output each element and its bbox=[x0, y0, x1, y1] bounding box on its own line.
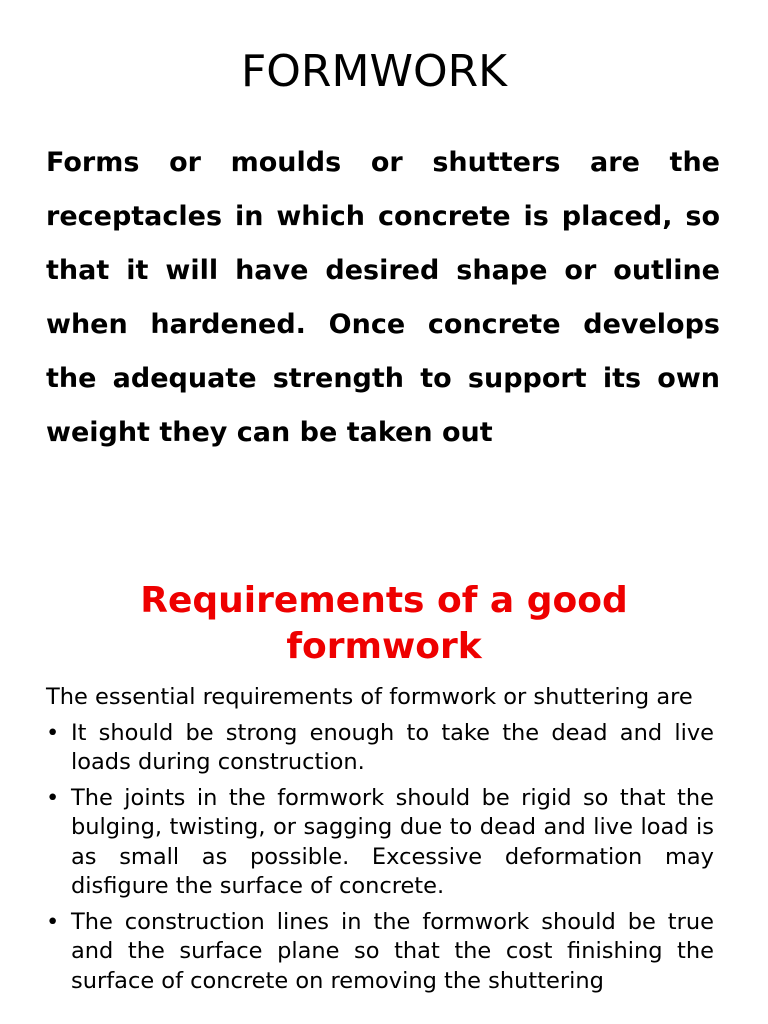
section-heading-line-2: formwork bbox=[286, 626, 482, 667]
requirements-list bbox=[46, 683, 714, 1002]
bullet-list bbox=[46, 719, 714, 997]
bullet-icon: • bbox=[46, 784, 60, 811]
page-title: FORMWORK bbox=[240, 46, 508, 97]
requirements-lead: The essential requirements of formwork or shuttering are bbox=[46, 684, 693, 710]
intro-paragraph: Forms or moulds or shutters are the receptacles in which concrete is placed, so that it will have desired shape or outline when hardened. Once concrete develops the adequate strength to support its own weight they can be taken out bbox=[46, 147, 720, 448]
bullet-icon: • bbox=[46, 719, 60, 746]
bullet-icon: • bbox=[46, 908, 60, 935]
list-item-text: It should be strong enough to take the dead and live loads during construction. bbox=[71, 719, 714, 775]
section-heading-line-1: Requirements of a good bbox=[140, 580, 628, 621]
section-heading bbox=[0, 578, 768, 670]
list-item bbox=[46, 908, 714, 997]
list-item-text: The joints in the formwork should be rigid so that the bulging, twisting, or sagging due to dead and live load is as small as possible. Excessive deformation may disfigure the surface of concrete. bbox=[71, 784, 714, 899]
list-item bbox=[46, 719, 714, 778]
list-item-text: The construction lines in the formwork should be true and the surface plane so that the cost finishing the surface of concrete on removing the shuttering bbox=[71, 908, 714, 994]
list-item bbox=[46, 784, 714, 902]
